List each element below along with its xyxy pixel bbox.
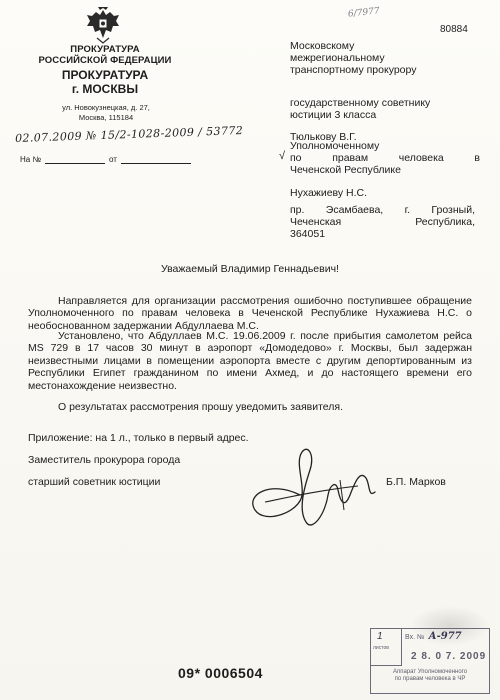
recipient-address	[290, 204, 475, 240]
recipient-address-line-2: Чеченская Республика,	[290, 216, 475, 228]
stamp-footer	[373, 669, 487, 683]
recipient-2-line-1: Уполномоченному	[290, 140, 380, 152]
recipient-block-2	[290, 140, 480, 199]
paragraph-1: Направляется для организации рассмотрения ошибочно поступившее обращение Уполномоченного по правам человека в Чеченской Республике Нухажиева Н.С. о необоснованном задержании Абдуллаева М.С.	[28, 295, 472, 332]
stamp-footer-line-2: по правам человека в ЧР	[394, 676, 466, 682]
stamp-sheets-number: 1	[377, 631, 383, 642]
organization-name	[36, 44, 174, 66]
stamp-incoming-number	[405, 631, 462, 642]
recipient-1-line-3: транспортному прокурору	[290, 64, 417, 76]
org-line-2: РОССИЙСКОЙ ФЕДЕРАЦИИ	[38, 55, 172, 66]
recipient-2-name: Нухажиеву Н.С.	[290, 187, 368, 199]
recipient-1-line-1: Московскому	[290, 40, 355, 52]
salutation: Уважаемый Владимир Геннадьевич!	[161, 263, 339, 275]
recipient-rank-line-1: государственному советнику	[290, 97, 431, 109]
recipient-block-1-rank	[290, 97, 480, 143]
address-line-1: ул. Новокузнецкая, д. 27,	[62, 103, 150, 112]
corner-stamp-number: 6/7977	[347, 6, 381, 20]
stamp-sheets-box	[371, 629, 402, 666]
recipient-rank-line-2: юстиции 3 класса	[290, 109, 377, 121]
recipient-1-line-2: межрегиональному	[290, 52, 385, 64]
reg-no-label: На №	[20, 155, 42, 164]
recipient-address-line-1: пр. Эсамбаева, г. Грозный,	[290, 204, 475, 216]
org-line-1: ПРОКУРАТУРА	[70, 44, 140, 55]
reg-no-blank	[45, 162, 105, 164]
office-name	[36, 68, 174, 96]
recipient-block-1	[290, 40, 480, 76]
office-line-2: г. МОСКВЫ	[71, 82, 139, 96]
registration-stamp	[370, 628, 490, 694]
reg-from-label: от	[109, 155, 117, 164]
signatory-title-line-1: Заместитель прокурора города	[28, 454, 181, 466]
handwritten-date-and-number: 02.07.2009 № 15/2-1028-2009 / 53772	[14, 124, 244, 145]
signatory-title-line-2: старший советник юстиции	[28, 476, 161, 488]
attachment-note: Приложение: на 1 л., только в первый адрес.	[28, 432, 249, 444]
recipient-2-line-3: Чеченской Республике	[290, 164, 401, 176]
stamp-incoming-label: Вх. №	[405, 634, 425, 641]
office-line-1: ПРОКУРАТУРА	[61, 68, 149, 82]
office-address	[36, 103, 176, 123]
signatory-name: Б.П. Марков	[386, 476, 446, 488]
handwritten-signature	[240, 440, 390, 535]
document-number: 80884	[440, 24, 468, 35]
stamp-footer-line-1: Аппарат Уполномоченного	[392, 669, 468, 675]
paragraph-2: Установлено, что Абдуллаев М.С. 19.06.2009 г. после прибытия самолетом рейса MS 729 в 17 часов 30 минут в аэропорт «Домодедово» г. Москвы, был задержан неизвестными лицами в помещении аэропорта вместе с другим депортированным из Республики Египет гражданином по имени Ахмед, и до настоящего времени его местонахождение неизвестно.	[28, 330, 472, 392]
checkmark-icon: √	[279, 150, 286, 162]
form-serial-number: 09* 0006504	[178, 665, 263, 681]
recipient-address-line-3: 364051	[290, 228, 326, 240]
stamp-date: 2 8. 0 7. 2009	[411, 651, 487, 662]
address-line-2: Москва, 115184	[78, 113, 134, 122]
recipient-2-line-2: по правам человека в	[290, 152, 480, 164]
paragraph-3: О результатах рассмотрения прошу уведомить заявителя.	[58, 401, 344, 413]
double-headed-eagle-emblem	[83, 6, 123, 44]
reference-line	[20, 155, 195, 164]
stamp-incoming-value: А-977	[428, 631, 462, 642]
stamp-sheets-label: листов	[373, 645, 389, 651]
reg-from-blank	[121, 162, 191, 164]
recipient-1-name: Тюлькову В.Г.	[290, 131, 357, 143]
